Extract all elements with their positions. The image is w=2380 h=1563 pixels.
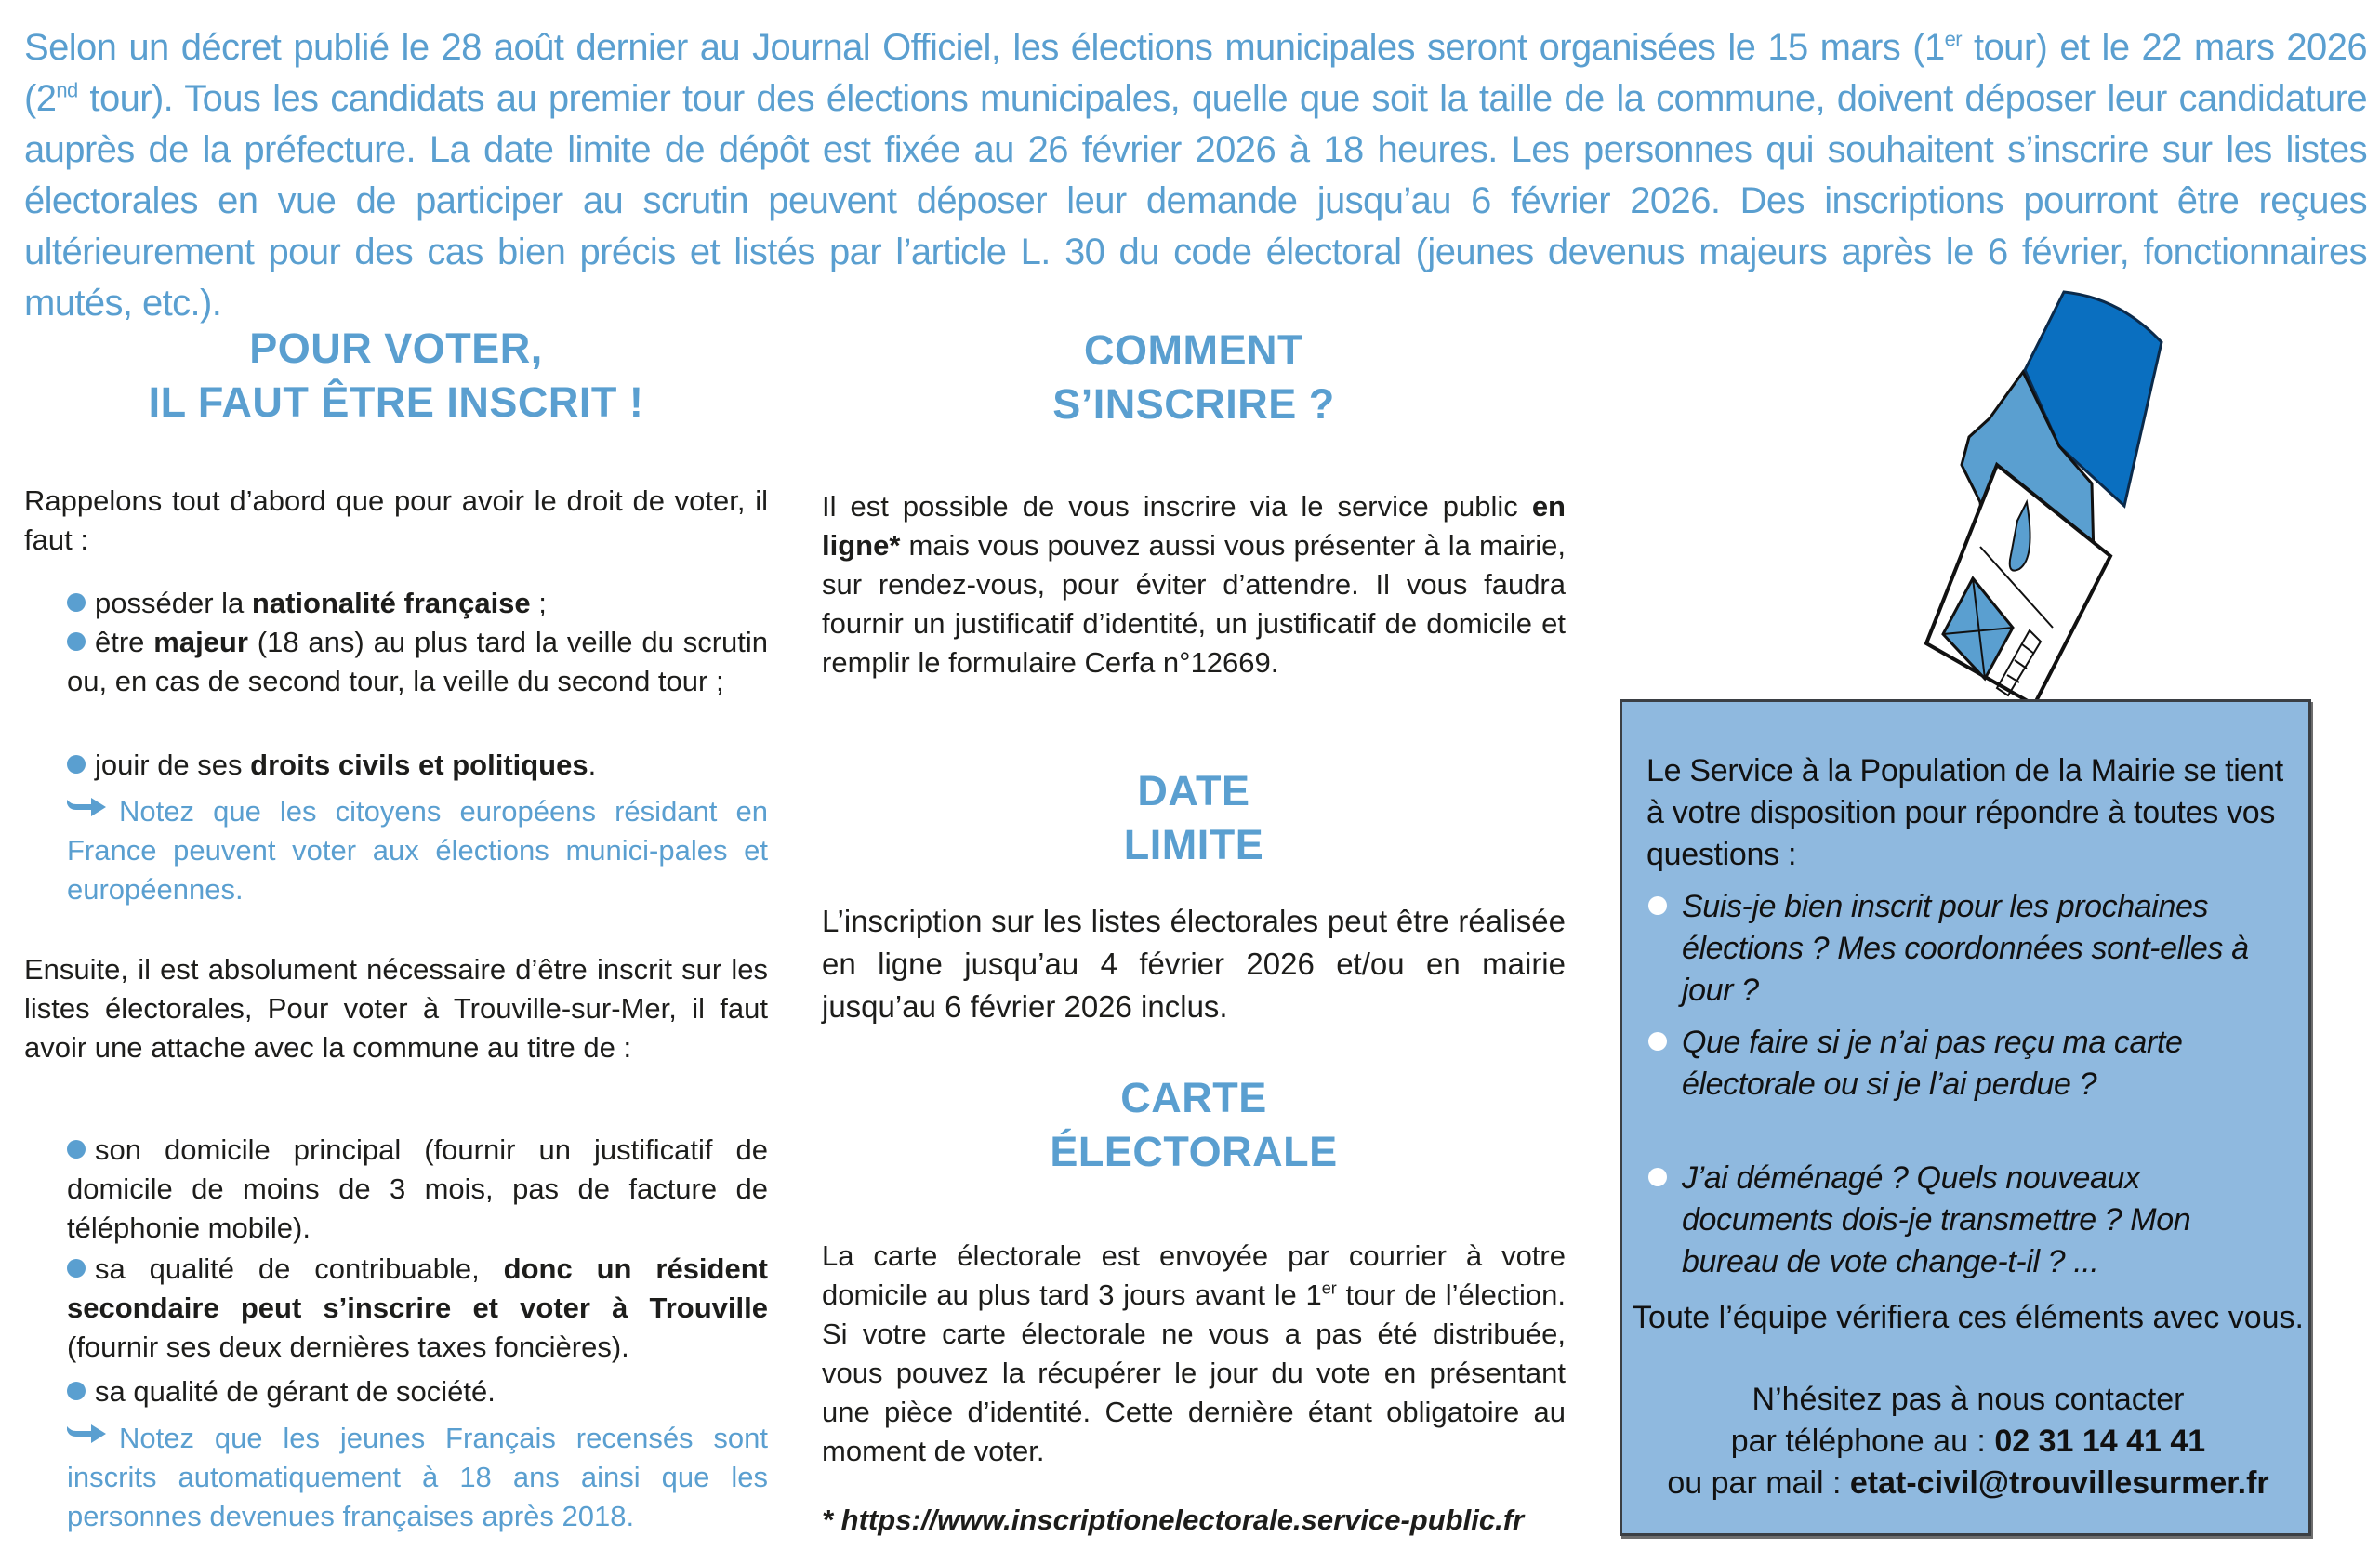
heading-line-2: ÉLECTORALE xyxy=(1050,1128,1338,1175)
heading-line-2: LIMITE xyxy=(1123,821,1264,868)
note-text: Notez que les citoyens européens résidant en France peuvent voter aux élections munici-pales et européennes. xyxy=(67,795,768,906)
info-box xyxy=(1620,699,2311,1536)
attache-text: son domicile principal (fournir un justificatif de domicile de moins de 3 mois, pas de facture de téléphonie mobile). xyxy=(67,1133,768,1244)
question-text: Que faire si je n’ai pas reçu ma carte électorale ou si je l’ai perdue ? xyxy=(1682,1025,2183,1102)
note-text: Notez que les jeunes Français recensés sont inscrits automatiquement à 18 ans ainsi que les personnes devenues françaises après 2018. xyxy=(67,1422,768,1532)
heading-line-1: POUR VOTER, xyxy=(249,325,543,372)
question-text: Suis-je bien inscrit pour les prochaines élections ? Mes coordonnées sont-elles à jour ? xyxy=(1682,889,2249,1008)
attache-bold: donc un résident secondaire peut s’inscrire et voter à Trouville xyxy=(67,1252,768,1324)
attache-text: sa qualité de contribuable, xyxy=(95,1252,504,1285)
intro-text-3: tour). Tous les candidats au premier tour des élections municipales, quelle que soit la taille de la commune, doivent déposer leur candidature auprès de la préfecture. La date limite de dépôt est fixée au 26 février 2026 à 18 heures. Les personnes qui souhaitent s’inscrire sur les listes électorales en vue de participer au scrutin peuvent déposer leur demande jusqu’au 6 février 2026. Des inscriptions pourront être reçues ultérieurement pour des cas bien précis et listés par l’article L. 30 du code électoral (jeunes devenus majeurs après le 6 février, fonctionnaires mutés, etc.). xyxy=(24,78,2367,324)
carte-text-1: La carte électorale est envoyée par courrier à votre domicile au plus tard 3 jours avant le 1 xyxy=(822,1239,1566,1311)
hand-voting-illustration-icon xyxy=(1804,279,2213,707)
box-intro-text: Le Service à la Population de la Mairie se tient à votre disposition pour répondre à toutes vos questions : xyxy=(1646,753,2283,872)
heading-pour-voter xyxy=(24,322,768,430)
superscript-er: er xyxy=(1321,1278,1337,1298)
intro-text-1: Selon un décret publié le 28 août dernier au Journal Officiel, les élections municipales seront organisées le 15 mars (1 xyxy=(24,27,1945,68)
condition-text: (18 ans) au plus tard la veille du scrutin ou, en cas de second tour, la veille du second tour ; xyxy=(67,626,768,697)
bullet-icon xyxy=(67,755,86,774)
condition-item xyxy=(67,746,768,785)
bullet-icon xyxy=(1648,896,1667,915)
condition-text: . xyxy=(588,748,597,781)
intro-text-2: tour) et le 22 mars 2026 (2 xyxy=(24,27,2367,119)
bullet-icon xyxy=(67,632,86,651)
heading-date-limite xyxy=(822,764,1566,872)
attache-text: (fournir ses deux dernières taxes foncières). xyxy=(67,1331,629,1363)
left-intro-text: Rappelons tout d’abord que pour avoir le droit de voter, il faut : xyxy=(24,484,768,556)
phone-label: par téléphone au : xyxy=(1730,1424,1995,1459)
condition-item xyxy=(67,584,768,623)
en-ligne-bold: en ligne* xyxy=(822,490,1566,562)
condition-bold: nationalité française xyxy=(251,587,531,619)
heading-comment-sinscrire xyxy=(822,324,1566,431)
team-text: Toute l’équipe vérifiera ces éléments avec vous. xyxy=(1633,1300,2304,1335)
comment-text xyxy=(822,487,1566,682)
contact-line: N’hésitez pas à nous contacter xyxy=(1752,1382,2185,1417)
bullet-icon xyxy=(67,1140,86,1159)
bullet-icon xyxy=(1648,1168,1667,1186)
comment-text-1: Il est possible de vous inscrire via le service public xyxy=(822,490,1532,523)
heading-line-1: CARTE xyxy=(1120,1074,1267,1121)
condition-text: ; xyxy=(530,587,547,619)
email-link[interactable]: etat-civil@trouvillesurmer.fr xyxy=(1849,1465,2269,1501)
comment-text-2: mais vous pouvez aussi vous présenter à la mairie, sur rendez-vous, pour éviter d’attendre. Il vous faudra fournir un justificatif d’identité, un justificatif de domicile et remplir le formulaire Cerfa n°12669. xyxy=(822,529,1566,679)
question-text: J’ai déménagé ? Quels nouveaux documents dois-je transmettre ? Mon bureau de vote change-t-il ? ... xyxy=(1682,1160,2191,1279)
arrow-right-icon xyxy=(67,796,106,816)
carte-text-2: tour de l’élection. Si votre carte électorale ne vous a pas été distribuée, vous pouvez la récupérer le jour du vote en présentant une pièce d’identité. Cette dernière étant obligatoire au moment de voter. xyxy=(822,1278,1566,1467)
carte-text xyxy=(822,1237,1566,1471)
mail-label: ou par mail : xyxy=(1667,1465,1850,1501)
arrow-right-icon xyxy=(67,1423,106,1443)
note-european-citizens xyxy=(67,792,768,909)
condition-bold: majeur xyxy=(153,626,248,658)
note-young-french xyxy=(67,1419,768,1536)
left-para-attache: Ensuite, il est absolument nécessaire d’être inscrit sur les listes électorales, Pour voter à Trouville-sur-Mer, il faut avoir une attache avec la commune au titre de : xyxy=(24,953,768,1064)
question-item xyxy=(1648,886,2290,1012)
bullet-icon xyxy=(67,1259,86,1278)
question-item xyxy=(1648,1022,2290,1106)
phone-number[interactable]: 02 31 14 41 41 xyxy=(1994,1424,2206,1459)
attache-item xyxy=(67,1372,768,1411)
question-item xyxy=(1648,1158,2290,1283)
condition-text: posséder la xyxy=(95,587,252,619)
condition-item xyxy=(67,623,768,701)
date-limite-text: L’inscription sur les listes électorales peut être réalisée en ligne jusqu’au 4 février 2026 et/ou en mairie jusqu’au 6 février 2026 inclus. xyxy=(822,904,1566,1024)
bullet-icon xyxy=(1648,1032,1667,1051)
superscript-nd: nd xyxy=(56,78,78,102)
footnote-link[interactable]: * https://www.inscriptionelectorale.service-public.fr xyxy=(822,1503,1525,1536)
heading-carte-electorale xyxy=(822,1071,1566,1179)
heading-line-2: IL FAUT ÊTRE INSCRIT ! xyxy=(148,378,644,426)
mail-line xyxy=(1622,1463,2314,1504)
condition-bold: droits civils et politiques xyxy=(250,748,588,781)
heading-line-2: S’INSCRIRE ? xyxy=(1052,380,1335,428)
bullet-icon xyxy=(67,593,86,612)
heading-line-1: DATE xyxy=(1137,767,1250,815)
attache-item xyxy=(67,1250,768,1367)
attache-item xyxy=(67,1131,768,1248)
condition-text: jouir de ses xyxy=(95,748,251,781)
condition-text: être xyxy=(95,626,154,658)
heading-line-1: COMMENT xyxy=(1084,326,1303,374)
superscript-er: er xyxy=(1944,27,1962,51)
bullet-icon xyxy=(67,1382,86,1400)
phone-line xyxy=(1622,1421,2314,1463)
attache-text: sa qualité de gérant de société. xyxy=(95,1375,496,1408)
